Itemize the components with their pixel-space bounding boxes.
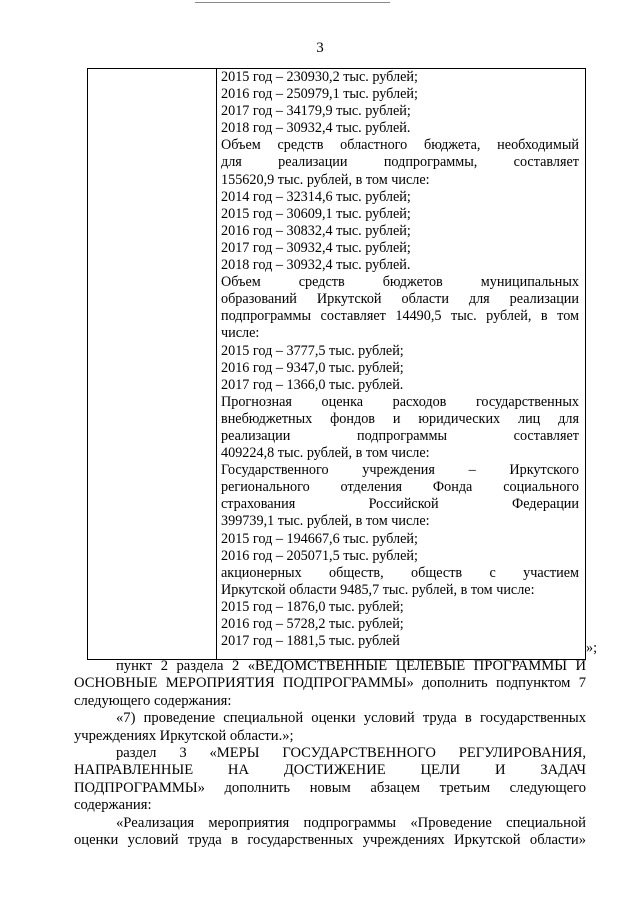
- paragraph-line: раздел 3 «МЕРЫ ГОСУДАРСТВЕННОГО РЕГУЛИРОВАНИЯ,: [116, 744, 586, 761]
- table-cell-line: 2018 год – 30932,4 тыс. рублей.: [221, 120, 411, 137]
- paragraph-line: следующего содержания:: [74, 692, 232, 709]
- table-cell-line: 2017 год – 1881,5 тыс. рублей: [221, 633, 400, 650]
- top-rule: [195, 2, 390, 3]
- table-cell-line: реализации подпрограммы составляет: [221, 427, 579, 444]
- table-cell-line: Объем средств областного бюджета, необходимый: [221, 137, 579, 154]
- table-cell-line: Государственного учреждения – Иркутского: [221, 462, 579, 479]
- table-cell-line: 399739,1 тыс. рублей, в том числе:: [221, 513, 430, 530]
- table-cell-line: 2016 год – 9347,0 тыс. рублей;: [221, 359, 404, 376]
- table-cell-line: 2015 год – 230930,2 тыс. рублей;: [221, 69, 418, 85]
- table-cell-line: числе:: [221, 325, 260, 342]
- table-cell-line: для реализации подпрограммы, составляет: [221, 154, 579, 171]
- paragraph-line: ПОДПРОГРАММЫ» дополнить новым абзацем третьим следующего: [74, 779, 586, 796]
- paragraph-line: оценки условий труда в государственных учреждениях Иркутской области»: [74, 831, 586, 848]
- table-cell-line: образований Иркутской области для реализации: [221, 291, 579, 308]
- table-cell-line: регионального отделения Фонда социального: [221, 479, 579, 496]
- table-cell-line: 2017 год – 30932,4 тыс. рублей;: [221, 239, 411, 256]
- table-left-cell: [88, 69, 217, 659]
- table-cell-line: акционерных обществ, обществ с участием: [221, 564, 579, 581]
- paragraph-line: учреждениях Иркутской области.»;: [74, 727, 294, 744]
- table-cell-line: 2016 год – 5728,2 тыс. рублей;: [221, 616, 404, 632]
- page-number: 3: [316, 40, 324, 56]
- table-cell-line: 155620,9 тыс. рублей, в том числе:: [221, 171, 430, 188]
- table-cell-line: 2015 год – 194667,6 тыс. рублей;: [221, 530, 418, 547]
- table-cell-line: подпрограммы составляет 14490,5 тыс. рублей, в том: [221, 308, 579, 325]
- amendment-text: [74, 658, 586, 849]
- paragraph-line: пункт 2 раздела 2 «ВЕДОМСТВЕННЫЕ ЦЕЛЕВЫЕ ПРОГРАММЫ И: [116, 658, 586, 674]
- table-cell-line: Иркутской области 9485,7 тыс. рублей, в том числе:: [221, 581, 535, 598]
- table-cell-line: 2017 год – 1366,0 тыс. рублей.: [221, 376, 404, 393]
- paragraph-line: ОСНОВНЫЕ МЕРОПРИЯТИЯ ПОДПРОГРАММЫ» дополнить подпунктом 7: [74, 675, 586, 692]
- table-cell-line: 2016 год – 250979,1 тыс. рублей;: [221, 86, 418, 103]
- table-right-cell: [221, 69, 579, 650]
- table-cell-line: 2017 год – 34179,9 тыс. рублей;: [221, 103, 411, 120]
- table-cell-line: 2018 год – 30932,4 тыс. рублей.: [221, 257, 411, 274]
- table-cell-line: 2015 год – 3777,5 тыс. рублей;: [221, 342, 404, 359]
- paragraph-line: НАПРАВЛЕННЫЕ НА ДОСТИЖЕНИЕ ЦЕЛИ И ЗАДАЧ: [74, 762, 586, 779]
- table-cell-line: 2015 год – 30609,1 тыс. рублей;: [221, 205, 411, 222]
- table-closing-quote: »;: [586, 640, 598, 656]
- paragraph-line: содержания:: [74, 797, 152, 814]
- table-cell-line: 2016 год – 205071,5 тыс. рублей;: [221, 547, 418, 564]
- table-cell-line: 2016 год – 30832,4 тыс. рублей;: [221, 222, 411, 239]
- table-cell-line: Прогнозная оценка расходов государственных: [221, 393, 579, 410]
- table-cell-line: страхования Российской Федерации: [221, 496, 579, 513]
- table-cell-line: внебюджетных фондов и юридических лиц для: [221, 410, 579, 427]
- table-cell-line: 2015 год – 1876,0 тыс. рублей;: [221, 598, 404, 615]
- table-cell-line: Объем средств бюджетов муниципальных: [221, 274, 579, 291]
- table-cell-line: 409224,8 тыс. рублей, в том числе:: [221, 445, 430, 462]
- paragraph-line: «7) проведение специальной оценки условий труда в государственных: [116, 710, 586, 727]
- paragraph-line: «Реализация мероприятия подпрограммы «Проведение специальной: [116, 814, 586, 831]
- budget-table: [87, 68, 586, 660]
- table-cell-line: 2014 год – 32314,6 тыс. рублей;: [221, 188, 411, 205]
